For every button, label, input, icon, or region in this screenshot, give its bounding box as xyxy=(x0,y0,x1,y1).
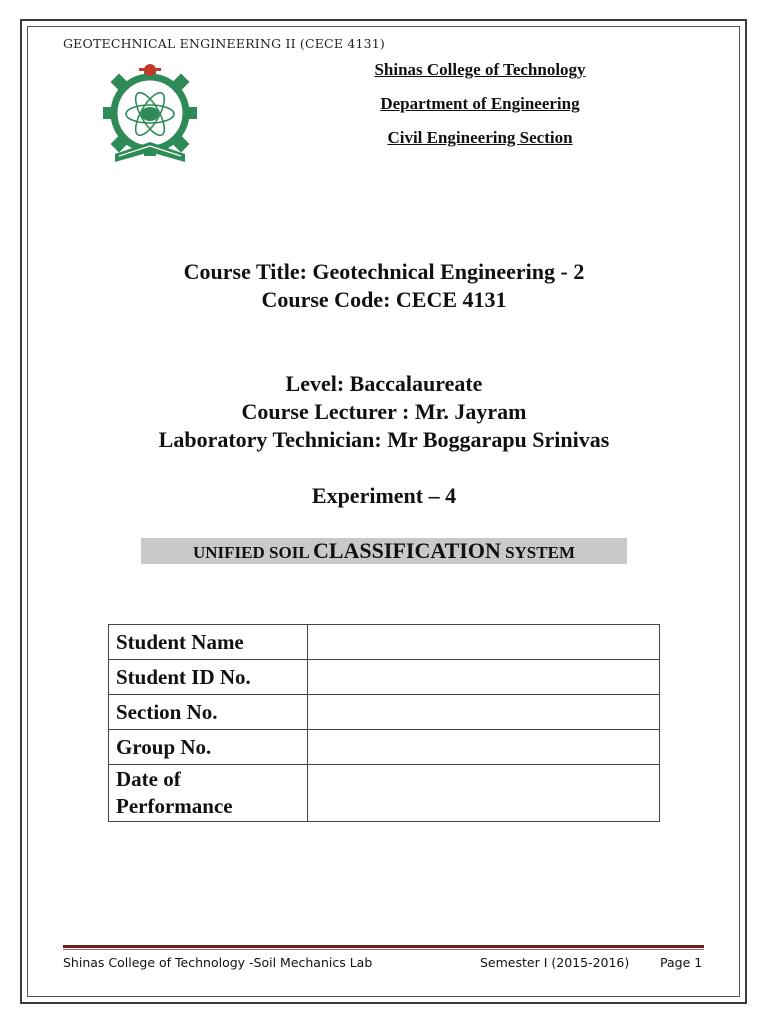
date-of-performance-label xyxy=(109,765,308,822)
footer-rule xyxy=(63,945,704,948)
footer-page-number: Page 1 xyxy=(660,955,703,970)
table-row xyxy=(109,625,660,660)
experiment-title xyxy=(141,538,627,564)
experiment-title-part1: UNIFIED SOIL xyxy=(192,543,313,562)
group-no-field[interactable] xyxy=(308,730,660,765)
footer-college-lab: Shinas College of Technology -Soil Mechanics Lab xyxy=(63,955,373,970)
lab-technician: Laboratory Technician: Mr Boggarapu Srinivas xyxy=(158,427,610,452)
course-level: Level: Baccalaureate xyxy=(285,371,483,396)
group-no-label: Group No. xyxy=(109,730,308,765)
student-id-label: Student ID No. xyxy=(109,660,308,695)
running-head: GEOTECHNICAL ENGINEERING II (CECE 4131) xyxy=(63,36,386,51)
experiment-title-part3: SYSTEM xyxy=(500,543,575,562)
date-label-line2: Performance xyxy=(116,794,233,818)
course-title: Course Title: Geotechnical Engineering - 2 xyxy=(183,259,585,284)
department-name: Department of Engineering xyxy=(380,94,580,113)
section-no-label: Section No. xyxy=(109,695,308,730)
student-info-table xyxy=(108,624,660,822)
table-row xyxy=(109,695,660,730)
footer-semester: Semester I (2015-2016) xyxy=(480,955,630,970)
table-row xyxy=(109,660,660,695)
table-row xyxy=(109,765,660,822)
date-label-line1: Date of xyxy=(116,767,181,791)
student-name-label: Student Name xyxy=(109,625,308,660)
college-name: Shinas College of Technology xyxy=(374,60,586,79)
college-logo-icon xyxy=(95,58,205,166)
experiment-number: Experiment – 4 xyxy=(311,483,457,508)
course-code: Course Code: CECE 4131 xyxy=(261,287,507,312)
section-no-field[interactable] xyxy=(308,695,660,730)
footer-rule-thin xyxy=(63,949,704,950)
table-row xyxy=(109,730,660,765)
course-lecturer: Course Lecturer : Mr. Jayram xyxy=(241,399,527,424)
page-inner-border xyxy=(27,26,740,997)
date-of-performance-field[interactable] xyxy=(308,765,660,822)
experiment-title-part2: CLASSIFICATION xyxy=(312,538,501,563)
student-name-field[interactable] xyxy=(308,625,660,660)
section-name: Civil Engineering Section xyxy=(387,128,573,147)
student-id-field[interactable] xyxy=(308,660,660,695)
